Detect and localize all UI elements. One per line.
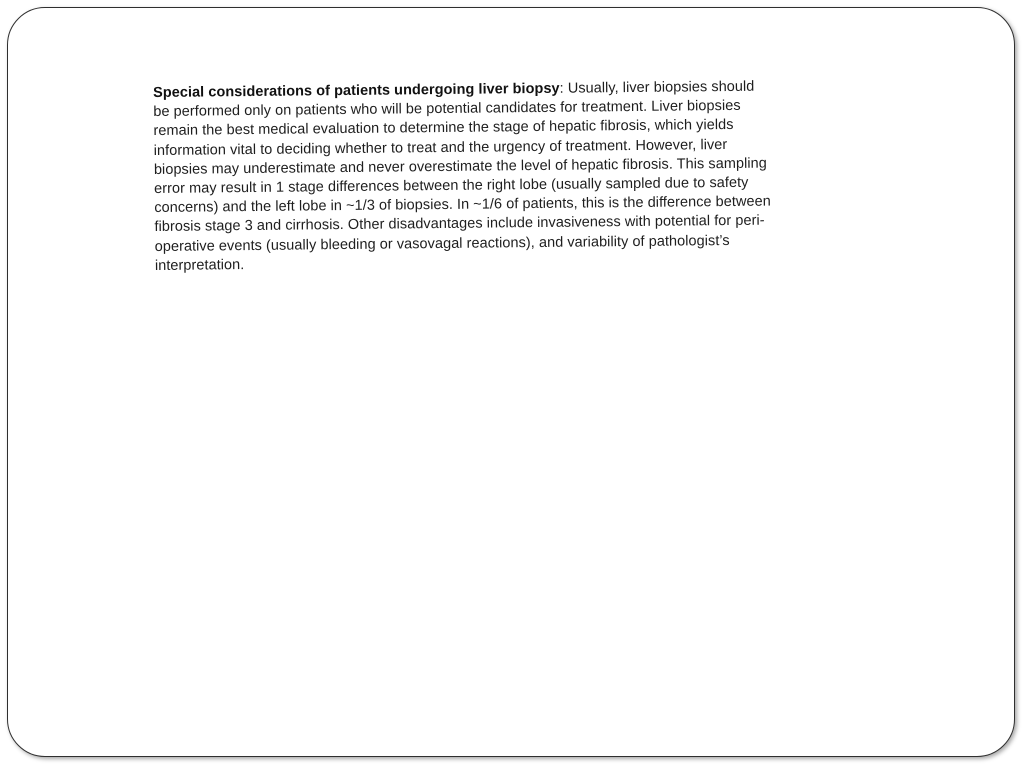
- paragraph-line-10: interpretation.: [154, 256, 245, 274]
- paragraph-line-7: concerns) and the left lobe in ~1/3 of biopsies. In ~1/6 of patients, this is the difference between: [154, 193, 771, 217]
- paragraph-line-2: be performed only on patients who will be potential candidates for treatment. Liver biopsies: [153, 98, 741, 121]
- paragraph-line-9: operative events (usually bleeding or vasovagal reactions), and variability of pathologist’s: [154, 232, 730, 255]
- paragraph-line-5: biopsies may underestimate and never overestimate the level of hepatic fibrosis. This sampling: [153, 155, 767, 178]
- paragraph-line-6: error may result in 1 stage differences between the right lobe (usually sampled due to safety: [154, 174, 749, 198]
- paragraph-line-text: : Usually, liver biopsies should: [559, 78, 755, 97]
- paragraph-heading: Special considerations of patients undergoing liver biopsy: [153, 80, 560, 101]
- paragraph-line-4: information vital to deciding whether to treat and the urgency of treatment. However, liver: [153, 136, 728, 159]
- paragraph-line-8: fibrosis stage 3 and cirrhosis. Other disadvantages include invasiveness with potential for peri-: [154, 213, 765, 236]
- paragraph-line-3: remain the best medical evaluation to determine the stage of hepatic fibrosis, which yields: [153, 117, 734, 140]
- scanned-paragraph: [153, 77, 860, 276]
